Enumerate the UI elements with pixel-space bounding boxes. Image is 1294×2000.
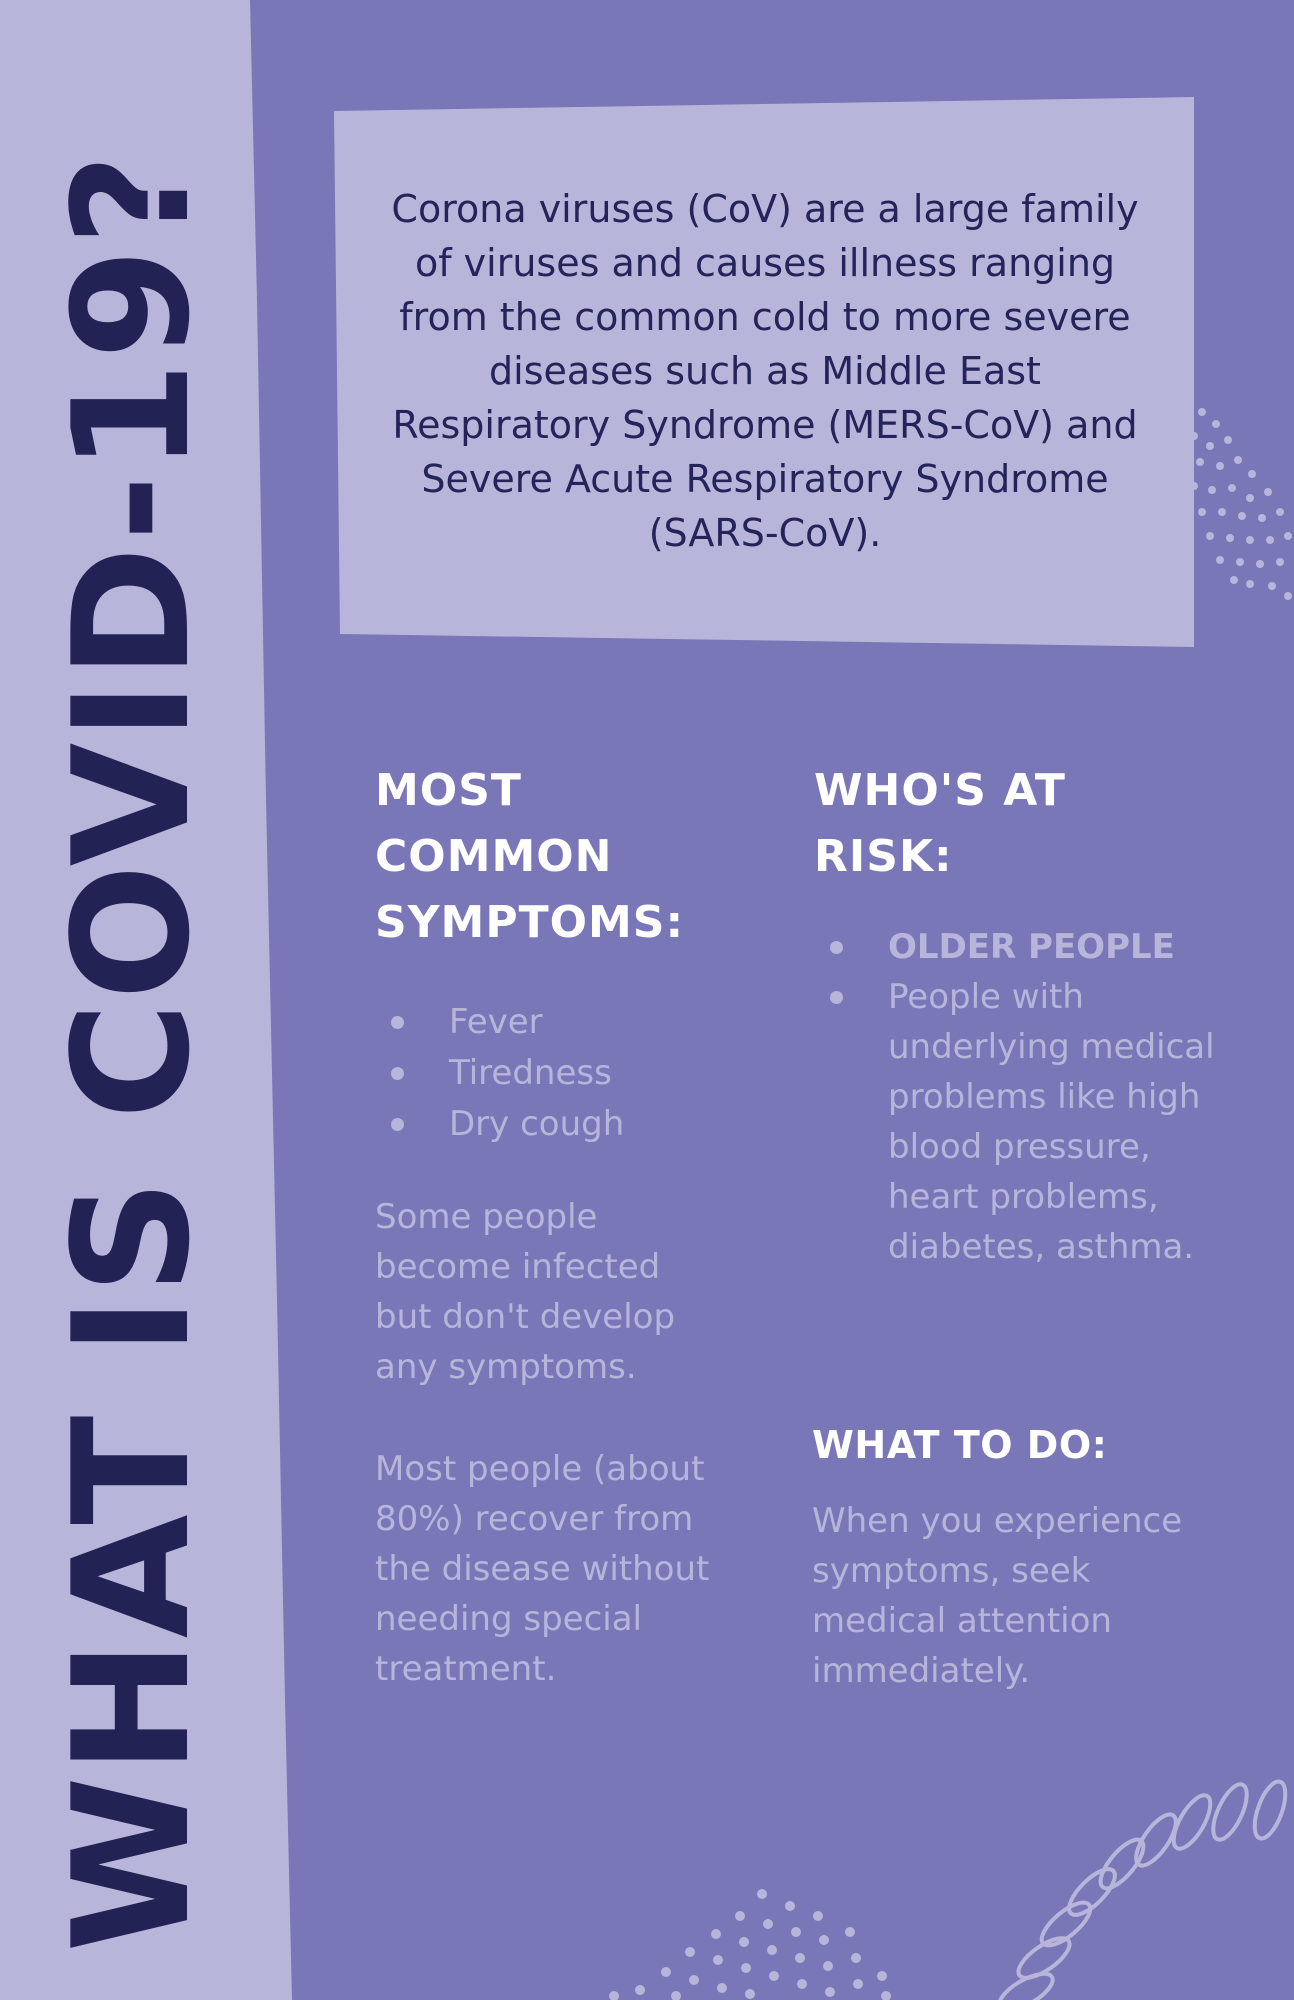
todo-heading: WHAT TO DO: bbox=[812, 1423, 1108, 1467]
page-title: WHAT IS COVID-19? bbox=[38, 151, 225, 1953]
symptoms-heading bbox=[375, 758, 775, 956]
dot-pattern-decoration-bottom bbox=[590, 1880, 910, 2000]
bullet-dot bbox=[391, 1118, 404, 1131]
risk-list bbox=[828, 922, 1248, 1272]
symptom-tiredness: Tiredness bbox=[449, 1053, 612, 1093]
bullet-dot bbox=[830, 991, 843, 1004]
intro-paragraph: Corona viruses (CoV) are a large family of viruses and causes illness ranging from the common cold to more severe diseases such as Middle East Respiratory Syndrome (MERS-CoV) and Severe Acute Respiratory Syndrome (SARS-CoV). bbox=[391, 187, 1139, 555]
list-item bbox=[389, 1048, 624, 1099]
bullet-dot bbox=[391, 1016, 404, 1029]
list-item bbox=[389, 1099, 624, 1150]
spiral-coil-decoration bbox=[980, 1750, 1294, 2000]
symptom-dry-cough: Dry cough bbox=[449, 1104, 625, 1144]
recovery-note: Most people (about 80%) recover from the disease without needing special treatment. bbox=[375, 1449, 710, 1689]
list-item bbox=[389, 997, 624, 1048]
risk-medical-problems: People with underlying medical problems like high blood pressure, heart problems, diabetes, asthma. bbox=[888, 977, 1215, 1267]
symptoms-list bbox=[389, 997, 624, 1150]
bullet-dot bbox=[830, 941, 843, 954]
symptom-fever: Fever bbox=[449, 1002, 543, 1042]
symptoms-heading-text: MOST COMMON SYMPTOMS: bbox=[375, 765, 685, 948]
risk-heading bbox=[814, 758, 1114, 890]
risk-older-people: OLDER PEOPLE bbox=[888, 927, 1175, 967]
list-item bbox=[828, 922, 1248, 972]
dot-pattern-decoration bbox=[1180, 400, 1294, 610]
list-item bbox=[828, 972, 1248, 1272]
risk-heading-text: WHO'S AT RISK: bbox=[814, 765, 1066, 882]
asymptomatic-note: Some people become infected but don't develop any symptoms. bbox=[375, 1197, 676, 1387]
bullet-dot bbox=[391, 1067, 404, 1080]
todo-text: When you experience symptoms, seek medical attention immediately. bbox=[812, 1501, 1183, 1691]
